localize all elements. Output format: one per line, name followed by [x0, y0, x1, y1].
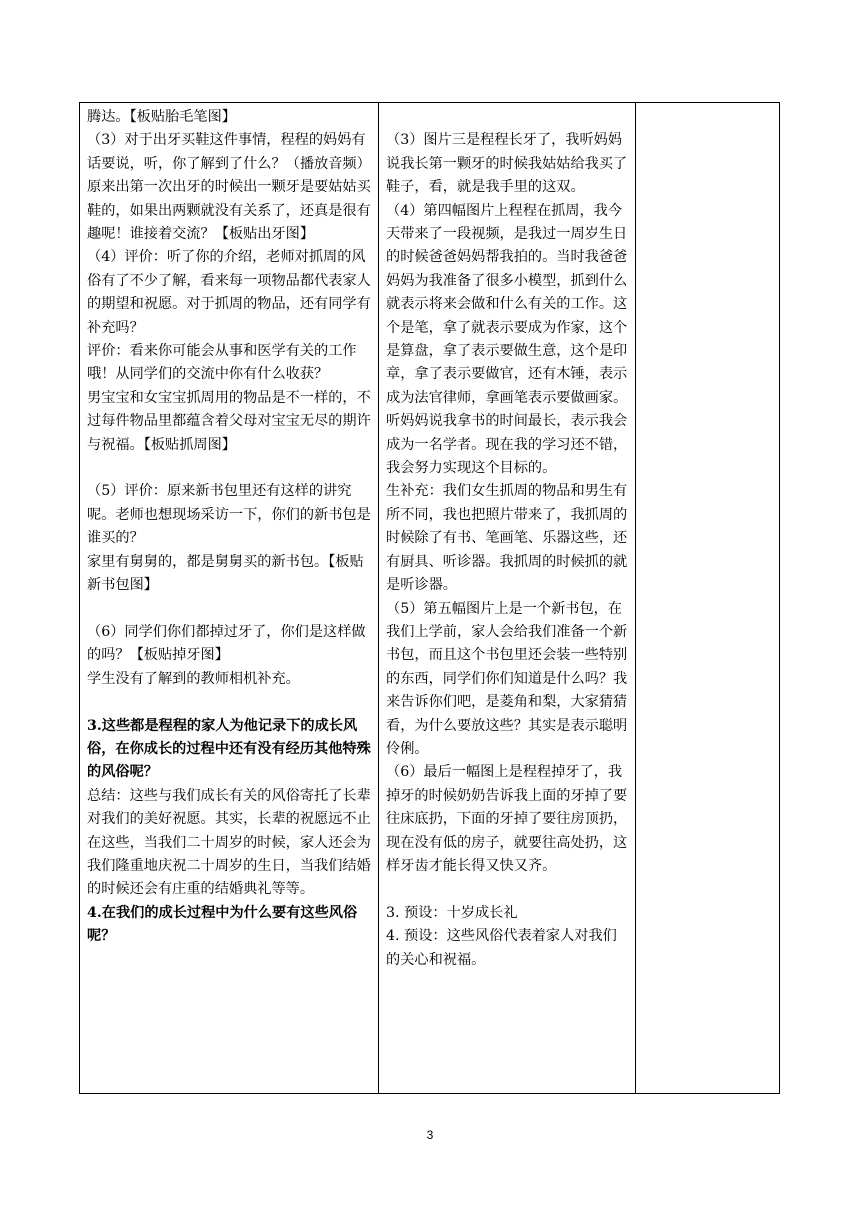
paragraph-summary: 总结：这些与我们成长有关的风俗寄托了长辈对我们的美好祝愿。其实，长辈的祝愿远不止在这些，当我们二十周岁的时候，家人还会为我们隆重地庆祝二十周岁的生日，当我们结婚的时候还会有庄重的结婚典礼等等。 [87, 787, 371, 898]
paragraph-question-4: 4.在我们的成长过程中为什么要有这些风俗呢？ [87, 904, 358, 945]
paragraph: （4）评价：听了你的介绍，老师对抓周的风俗有了不少了解，看来每一项物品都代表家人的期望和祝愿。对于抓周的物品，还有同学有补充吗？ [87, 249, 371, 336]
paragraph: 学生没有了解到的教师相机补充。 [87, 670, 300, 687]
paragraph: 3. 预设：十岁成长礼 [386, 904, 518, 921]
paragraph: （3）对于出牙买鞋这件事情，程程的妈妈有话要说，听，你了解到了什么？（播放音频） [87, 132, 371, 172]
blank-line [87, 691, 371, 714]
paragraph-question-3: 3.这些都是程程的家人为他记录下的成长风俗，在你成长的过程中还有没有经历其他特殊的风俗呢？ [87, 717, 371, 781]
paragraph: （4）第四幅图片上程程在抓周，我今天带来了一段视频，是我过一周岁生日的时候爸爸妈妈帮我拍的。当时我爸爸妈妈为我准备了很多小模型，抓到什么就表示将来会做和什么有关的工作。这个是笔，拿了就表示要成为作家，这个是算盘，拿了表示要做生意，这个是印章，拿了表示要做官，还有木锤，表示成为法官律师，拿画笔表示要做画家。听妈妈说我拿书的时间最长，表示我会成为一名学者。现在我的学习还不错，我会努力实现这个目标的。 [386, 202, 628, 477]
paragraph: （6）同学们你们都掉过牙了，你们是这样做的吗？【板贴掉牙图】 [87, 623, 366, 664]
lesson-plan-table [79, 102, 780, 1094]
paragraph: （6）最后一幅图上是程程掉牙了，我掉牙的时候奶奶告诉我上面的牙掉了要往床底扔，下面的牙掉了要往房顶扔，现在没有低的房子，就要往高处扔，这样牙齿才能长得又快又齐。 [386, 764, 628, 874]
blank-line [386, 106, 628, 129]
paragraph: 4. 预设：这些风俗代表着家人对我们的关心和祝福。 [386, 928, 617, 968]
notes-cell [636, 103, 780, 1094]
page-number: 3 [426, 1128, 434, 1142]
blank-line [87, 457, 371, 480]
paragraph: （5）第五幅图片上是一个新书包，在我们上学前，家人会给我们准备一个新书包，而且这个书包里还会装一些特别的东西，同学们你们知道是什么吗？我来告诉你们吧，是菱角和梨，大家猜猜看，为什么要放这些？其实是表示聪明伶俐。 [386, 600, 628, 757]
paragraph: 男宝宝和女宝宝抓周用的物品是不一样的，不过每件物品里都蕴含着父母对宝宝无尽的期许与祝福。【板贴抓周图】 [87, 389, 371, 453]
student-activity-cell [379, 103, 636, 1094]
teacher-activity-cell [80, 103, 379, 1094]
blank-line [386, 878, 628, 901]
table-row [80, 103, 780, 1094]
paragraph: 家里有舅舅的，都是舅舅买的新书包。【板贴新书包图】 [87, 553, 364, 594]
paragraph: （5）评价：原来新书包里还有这样的讲究呢。老师也想现场采访一下，你们的新书包是谁买的？ [87, 483, 371, 547]
paragraph: （3）图片三是程程长牙了，我听妈妈说我长第一颗牙的时候我姑姑给我买了鞋子，看，就是我手里的这双。 [386, 132, 628, 196]
blank-line [87, 598, 371, 621]
paragraph: 原来出第一次出牙的时候出一颗牙是要姑姑买鞋的，如果出两颗就没有关系了，还真是很有趣呢！谁接着交流？【板贴出牙图】 [87, 179, 371, 243]
paragraph: 评价：看来你可能会从事和医学有关的工作哦！从同学们的交流中你有什么收获？ [87, 343, 357, 383]
paragraph: 腾达。【板贴胎毛笔图】 [87, 109, 236, 125]
paragraph: 生补充：我们女生抓周的物品和男生有所不同，我也把照片带来了，我抓周的时候除了有书、笔画笔、乐器这些，还有厨具、听诊器。我抓周的时候抓的就是听诊器。 [386, 483, 628, 594]
